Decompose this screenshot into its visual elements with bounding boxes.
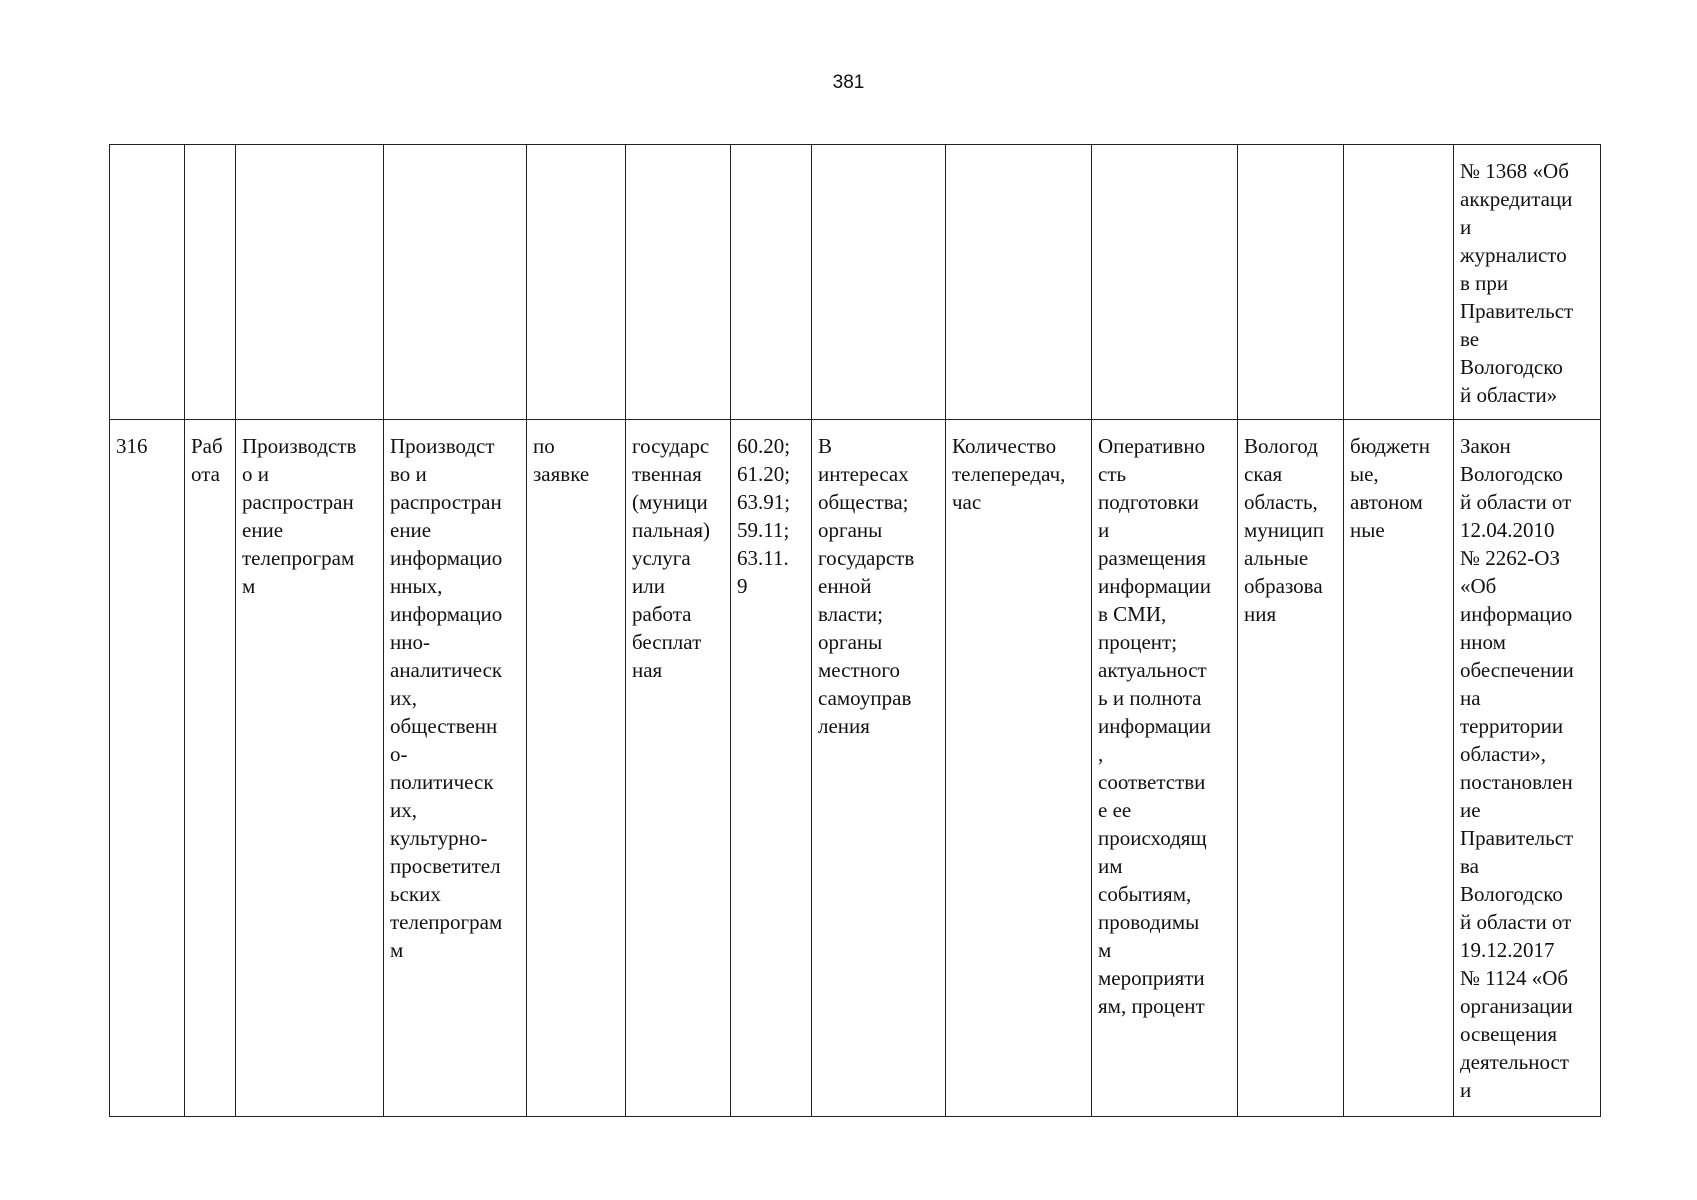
cell-number: 316 xyxy=(110,420,185,1117)
page-number: 381 xyxy=(832,72,865,93)
cell-paid-status: государс твенная (муници пальная) услуга или работа бесплат ная xyxy=(626,420,731,1117)
cell-institution-type: бюджетн ые, автоном ные xyxy=(1344,420,1454,1117)
cell-service-name: Производств о и распростран ение телепрограм м xyxy=(236,420,384,1117)
cell-volume-indicator: Количество телепередач, час xyxy=(946,420,1092,1117)
cell-type: Раб ота xyxy=(185,420,236,1117)
cell-consumers xyxy=(812,145,946,420)
cell-legal-basis: № 1368 «Об аккредитаци и журналисто в при Правительст ве Вологодско й области» xyxy=(1454,145,1601,420)
cell-okved-codes xyxy=(731,145,812,420)
cell-quality-indicator: Оперативно сть подготовки и размещения информации в СМИ, процент; актуальност ь и полнота информации , соответстви е ее происходящ им событиям, проводимы м мероприяти ям, процент xyxy=(1092,420,1238,1117)
cell-service-name xyxy=(236,145,384,420)
table-row-316 xyxy=(110,420,1601,1117)
cell-paid-status xyxy=(626,145,731,420)
cell-founder xyxy=(1238,145,1344,420)
cell-conditions: по заявке xyxy=(527,420,626,1117)
registry-table xyxy=(109,144,1601,1117)
cell-content: Производст во и распростран ение информацио нных, информацио нно- аналитическ их, общественн о- политическ их, культурно- просветител ьских телепрограм м xyxy=(384,420,527,1117)
cell-consumers: В интересах общества; органы государств енной власти; органы местного самоуправ ления xyxy=(812,420,946,1117)
cell-number xyxy=(110,145,185,420)
cell-institution-type xyxy=(1344,145,1454,420)
cell-quality-indicator xyxy=(1092,145,1238,420)
cell-founder: Вологод ская область, муницип альные образова ния xyxy=(1238,420,1344,1117)
cell-legal-basis: Закон Вологодско й области от 12.04.2010 № 2262-ОЗ «Об информацио нном обеспечении на территории области», постановлен ие Правительст ва Вологодско й области от 19.12.2017 № 1124 «Об организации освещения деятельност и xyxy=(1454,420,1601,1117)
cell-content xyxy=(384,145,527,420)
table-row-continuation xyxy=(110,145,1601,420)
cell-volume-indicator xyxy=(946,145,1092,420)
cell-conditions xyxy=(527,145,626,420)
cell-okved-codes: 60.20; 61.20; 63.91; 59.11; 63.11. 9 xyxy=(731,420,812,1117)
cell-type xyxy=(185,145,236,420)
